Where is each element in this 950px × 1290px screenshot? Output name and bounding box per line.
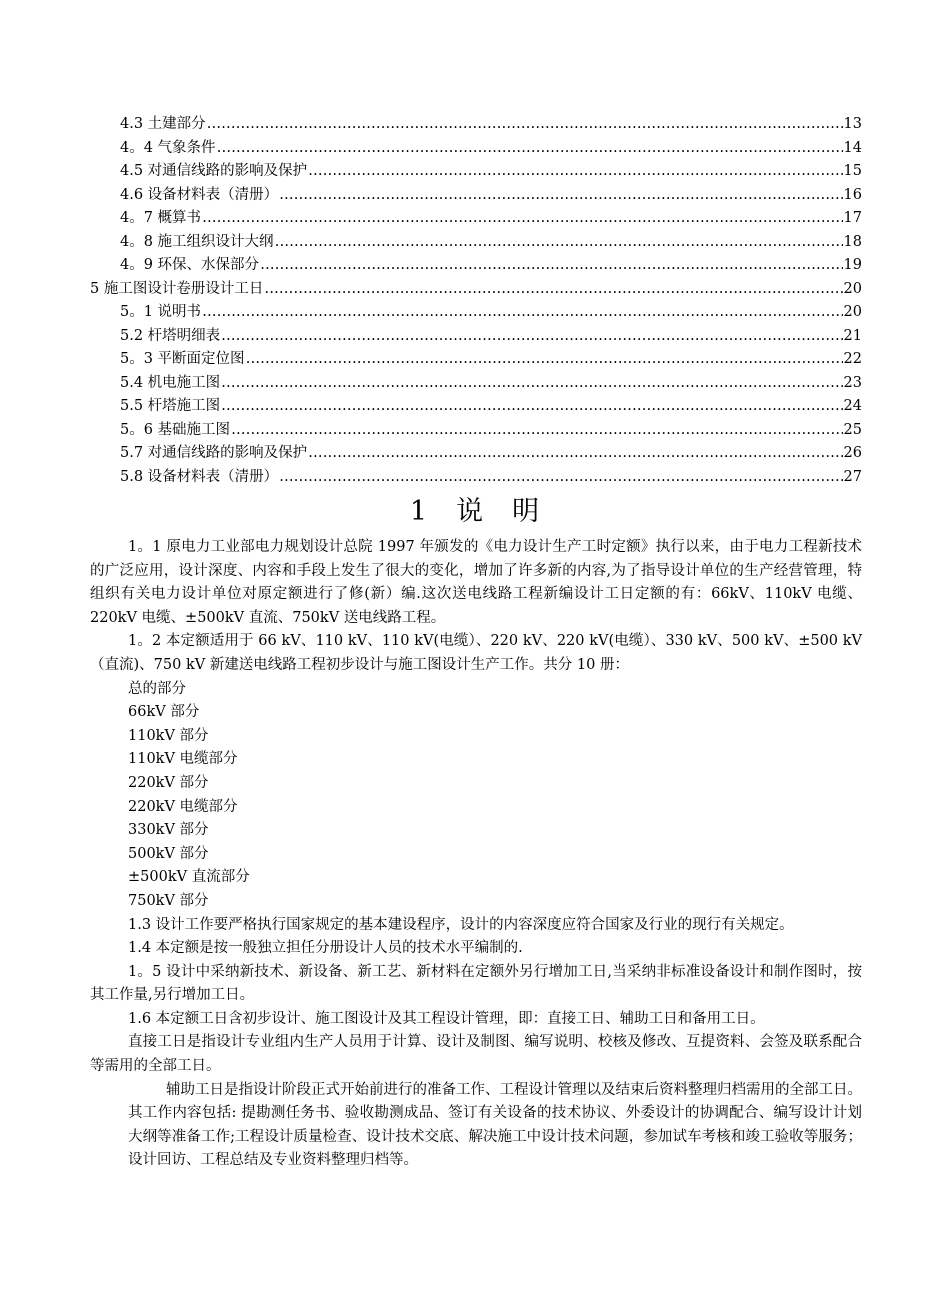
heading-char-1: 说 <box>456 496 485 527</box>
volume-item: 110kV 部分 <box>128 727 209 744</box>
toc-entry[interactable] <box>90 137 862 161</box>
toc-leader-dots <box>207 113 843 137</box>
toc-leader-dots <box>221 372 842 396</box>
toc-entry-page: 15 <box>843 163 862 179</box>
toc-entry[interactable] <box>90 325 862 349</box>
toc-leader-dots <box>221 395 842 419</box>
volume-item: 220kV 电缆部分 <box>128 798 238 815</box>
toc-entry[interactable] <box>90 207 862 231</box>
toc-entry[interactable] <box>90 419 862 443</box>
toc-entry[interactable] <box>90 184 862 208</box>
toc-entry-page: 13 <box>843 116 862 132</box>
toc-entry-page: 22 <box>843 351 862 367</box>
section-heading <box>0 494 950 530</box>
toc-leader-dots <box>217 137 843 161</box>
volume-item: 750kV 部分 <box>128 892 209 909</box>
paragraph-direct-workdays: 直接工日是指设计专业组内生产人员用于计算、设计及制图、编写说明、校核及修改、互提资料、会签及联系配合等需用的全部工日。 <box>90 1034 862 1075</box>
toc-leader-dots <box>279 466 842 490</box>
toc-entry-label: 5.5 杆塔施工图 <box>120 398 221 414</box>
toc-entry-page: 17 <box>843 210 862 226</box>
toc-leader-dots <box>221 325 842 349</box>
toc-entry[interactable] <box>90 348 862 372</box>
toc-entry-page: 23 <box>843 374 862 391</box>
volume-item: 330kV 部分 <box>128 822 209 839</box>
volume-item: 总的部分 <box>128 680 186 697</box>
toc-entry[interactable] <box>90 231 862 255</box>
toc-entry[interactable] <box>90 278 862 302</box>
toc-entry-page: 24 <box>843 398 862 414</box>
toc-entry[interactable] <box>90 395 862 419</box>
toc-leader-dots <box>308 160 842 184</box>
toc-entry[interactable] <box>90 466 862 490</box>
toc-entry-page: 25 <box>843 421 862 438</box>
toc-entry-label: 4。8 施工组织设计大纲 <box>120 233 274 250</box>
toc-entry-label: 4.5 对通信线路的影响及保护 <box>120 163 308 179</box>
toc-leader-dots <box>260 254 842 278</box>
body-text <box>90 536 862 1173</box>
toc-entry-page: 16 <box>843 186 862 203</box>
table-of-contents <box>90 113 862 489</box>
paragraph-1-1: 1。1 原电力工业部电力规划设计总院 1997 年颁发的《电力设计生产工时定额》执行以来，由于电力工程新技术的广泛应用，设计深度、内容和手段上发生了很大的变化，增加了许多新的内容,为了指导设计单位的生产经营管理，特组织有关电力设计单位对原定额进行了修(新）编.这次送电线路工程新编设计工日定额的有：66kV、110kV 电缆、220kV 电缆、±500kV 直流、750kV 送电线路工程。 <box>90 539 862 626</box>
toc-entry-page: 19 <box>843 257 862 273</box>
paragraph-1-3: 1.3 设计工作要严格执行国家规定的基本建设程序，设计的内容深度应符合国家及行业的现行有关规定。 <box>128 916 794 933</box>
paragraph-1-6: 1.6 本定额工日含初步设计、施工图设计及其工程设计管理，即：直接工日、辅助工日和备用工日。 <box>128 1010 765 1027</box>
toc-entry-label: 5.4 机电施工图 <box>120 374 221 391</box>
volume-item: 220kV 部分 <box>128 774 209 791</box>
toc-entry-label: 5。1 说明书 <box>120 304 202 320</box>
toc-leader-dots <box>231 419 842 443</box>
toc-entry[interactable] <box>90 113 862 137</box>
toc-entry-label: 5.2 杆塔明细表 <box>120 327 221 344</box>
paragraph-1-5: 1。5 设计中采纳新技术、新设备、新工艺、新材料在定额外另行增加工日,当采纳非标准设备设计和制作图时，按其工作量,另行增加工日。 <box>90 963 862 1004</box>
volume-item: 500kV 部分 <box>128 845 209 862</box>
toc-entry-label: 5.8 设备材料表（清册） <box>120 468 279 485</box>
toc-entry-page: 27 <box>843 468 862 485</box>
toc-leader-dots <box>246 348 843 372</box>
toc-entry-label: 4。9 环保、水保部分 <box>120 257 260 273</box>
toc-leader-dots <box>264 278 842 302</box>
toc-entry-page: 21 <box>843 327 862 344</box>
paragraph-1-4: 1.4 本定额是按一般独立担任分册设计人员的技术水平编制的. <box>128 940 523 957</box>
volume-item: 66kV 部分 <box>128 704 200 721</box>
volume-item: 110kV 电缆部分 <box>128 751 238 768</box>
toc-entry-label: 5.7 对通信线路的影响及保护 <box>120 445 308 461</box>
heading-number: 1 <box>409 496 429 527</box>
toc-entry-label: 5 施工图设计卷册设计工日 <box>90 280 264 297</box>
toc-leader-dots <box>279 184 842 208</box>
toc-leader-dots <box>202 207 842 231</box>
toc-entry-label: 4.3 土建部分 <box>120 116 206 132</box>
toc-entry-page: 26 <box>843 445 862 461</box>
toc-entry[interactable] <box>90 160 862 184</box>
toc-leader-dots <box>202 301 842 325</box>
toc-leader-dots <box>275 231 843 255</box>
toc-entry-label: 4.6 设备材料表（清册） <box>120 186 279 203</box>
paragraph-auxiliary-workdays: 辅助工日是指设计阶段正式开始前进行的准备工作、工程设计管理以及结束后资料整理归档需用的全部工日。其工作内容包括: 提勘测任务书、验收勘测成品、签订有关设备的技术协议、外委设计的协调配合、编写设计计划大纲等准备工作;工程设计质量检查、设计技术交底、解决施工中设计技术问题，参加试车考核和竣工验收等服务；设计回访、工程总结及专业资料整理归档等。 <box>128 1081 862 1169</box>
toc-entry[interactable] <box>90 442 862 466</box>
toc-entry-page: 20 <box>843 280 862 297</box>
paragraph-1-2: 1。2 本定额适用于 66 kV、110 kV、110 kV(电缆）、220 kV、220 kV(电缆）、330 kV、500 kV、±500 kV（直流)、750 kV 新建送电线路工程初步设计与施工图设计生产工作。共分 10 册： <box>90 633 862 673</box>
volume-item: ±500kV 直流部分 <box>128 869 250 886</box>
toc-entry-label: 5。6 基础施工图 <box>120 421 231 438</box>
toc-entry[interactable] <box>90 254 862 278</box>
toc-entry-label: 5。3 平断面定位图 <box>120 351 245 367</box>
toc-entry-label: 4。4 气象条件 <box>120 139 216 156</box>
heading-char-2: 明 <box>512 496 541 527</box>
toc-entry[interactable] <box>90 372 862 396</box>
toc-entry-label: 4。7 概算书 <box>120 210 202 226</box>
toc-entry-page: 18 <box>843 233 862 250</box>
toc-entry-page: 14 <box>843 139 862 156</box>
toc-entry[interactable] <box>90 301 862 325</box>
toc-leader-dots <box>308 442 842 466</box>
toc-entry-page: 20 <box>843 304 862 320</box>
